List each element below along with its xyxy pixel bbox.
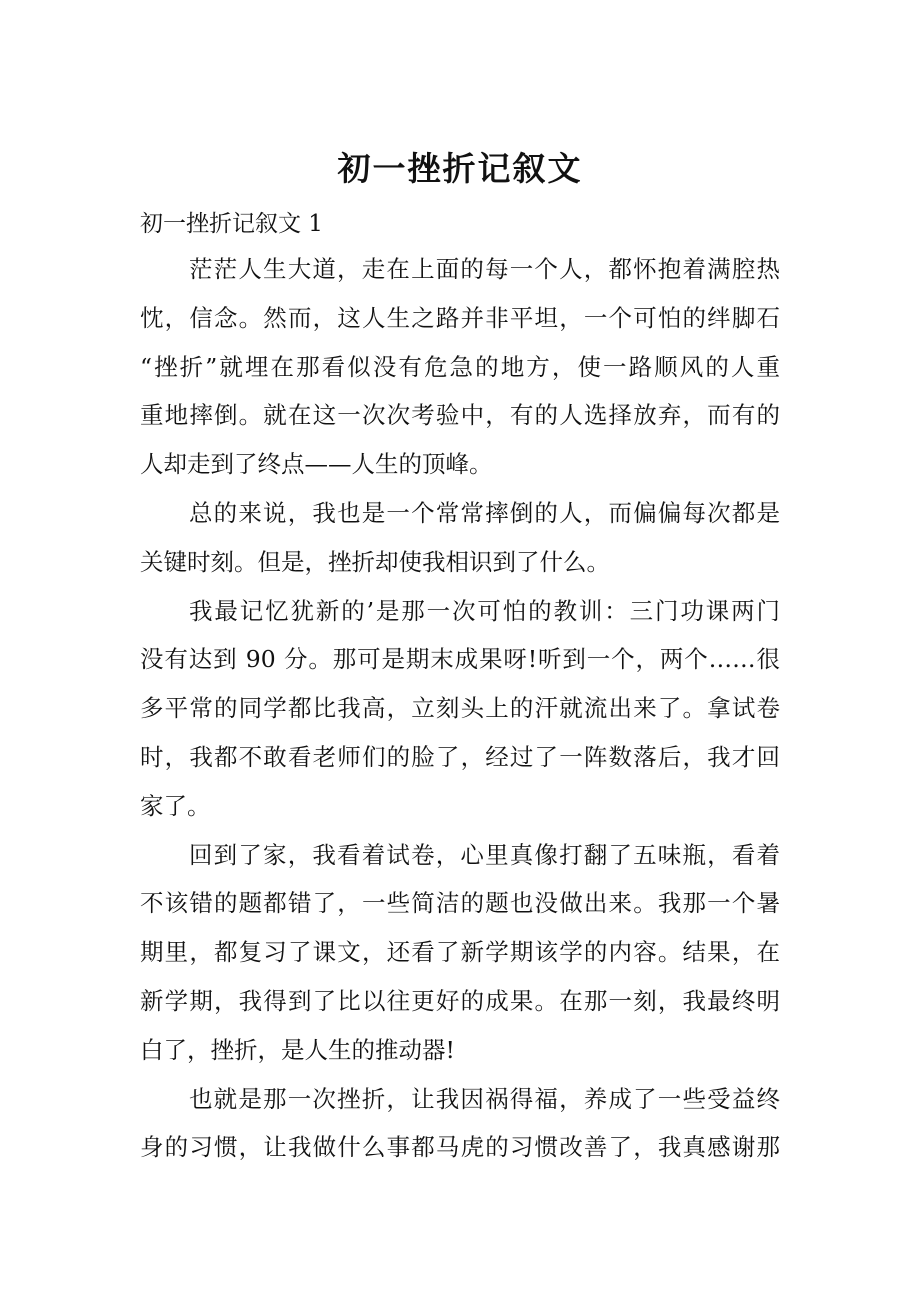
paragraph [140,1083,780,1181]
section-heading: 初一挫折记叙文 1 [140,211,323,237]
paragraph-line: 不该错的题都错了，一些简洁的题也没做出来。我那一个暑 [140,889,780,918]
document-title: 初一挫折记叙文 [337,149,583,188]
paragraph [140,253,780,497]
paragraph [140,595,780,839]
paragraph-line: 茫茫人生大道，走在上面的每一个人，都怀抱着满腔热 [189,255,780,283]
paragraph-line: 期里，都复习了课文，还看了新学期该学的内容。结果，在 [140,938,780,967]
paragraph-line: 白了，挫折，是人生的推动器! [140,1035,455,1064]
paragraph-line: 重地摔倒。就在这一次次考验中，有的人选择放弃，而有的 [140,401,780,430]
paragraph-line: 我最记忆犹新的’是那一次可怕的教训：三门功课两门 [189,596,780,625]
paragraph [140,497,780,595]
paragraph-line: 没有达到 90 分。那可是期末成果呀!听到一个，两个……很 [140,645,780,674]
paragraph-line: “挫折”就埋在那看似没有危急的地方，使一路顺风的人重 [140,352,780,381]
paragraph-line: 回到了家，我看着试卷，心里真像打翻了五味瓶，看着 [189,840,780,869]
paragraph-line: 时，我都不敢看老师们的脸了，经过了一阵数落后，我才回 [140,742,780,771]
paragraph-line: 忱，信念。然而，这人生之路并非平坦，一个可怕的绊脚石 [140,303,780,332]
paragraph-line: 新学期，我得到了比以往更好的成果。在那一刻，我最终明 [140,986,780,1015]
paragraph-line: 人却走到了终点——人生的顶峰。 [140,450,493,479]
paragraph-line: 关键时刻。但是，挫折却使我相识到了什么。 [140,547,610,576]
paragraph [140,839,780,1083]
paragraph-line: 总的来说，我也是一个常常摔倒的人，而偏偏每次都是 [189,498,780,527]
paragraph-line: 家了。 [140,791,211,820]
document-body [140,253,780,1180]
paragraph-line: 多平常的同学都比我高，立刻头上的汗就流出来了。拿试卷 [140,694,780,723]
paragraph-line: 身的习惯，让我做什么事都马虎的习惯改善了，我真感谢那 [140,1133,780,1162]
paragraph-line: 也就是那一次挫折，让我因祸得福，养成了一些受益终 [189,1084,780,1113]
